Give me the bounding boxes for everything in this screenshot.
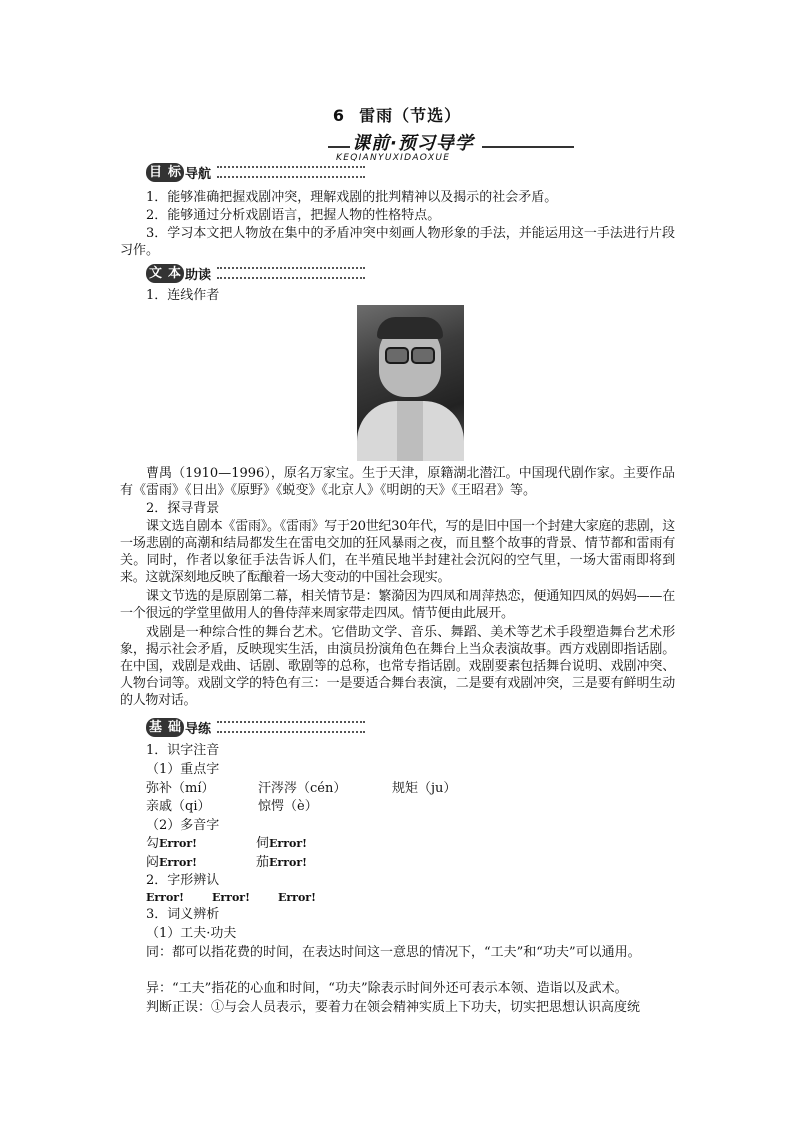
polyphone-item: 勾Error! bbox=[146, 836, 197, 851]
pinyin-item: 弥补（mí） bbox=[146, 781, 215, 796]
lesson-number: 6 bbox=[332, 106, 346, 125]
word-same: 同：都可以指花费的时间，在表达时间这一意思的情况下，“工夫”和“功夫”可以通用。 bbox=[146, 945, 641, 960]
heading-dots bbox=[217, 267, 365, 279]
shape-item: Error! bbox=[278, 891, 316, 904]
goals-heading: 目 标 导航 bbox=[146, 162, 365, 182]
author-paragraph: 曹禺（1910—1996），原名万家宝。生于天津，原籍湖北潜江。中国现代剧作家。主要作品有《雷雨》《日出》《原野》《蜕变》《北京人》《明朗的天》《王昭君》等。 bbox=[120, 466, 675, 498]
section-banner bbox=[328, 129, 574, 154]
subheading: （2）多音字 bbox=[146, 818, 220, 833]
subheading: 1．识字注音 bbox=[146, 743, 220, 758]
polyphone-item: 伺Error! bbox=[256, 836, 307, 851]
reading-heading: 文 本 助读 bbox=[146, 263, 365, 283]
background-paragraph: 课文节选的是原剧第二幕，相关情节是：繁漪因为四凤和周萍热恋，便通知四凤的妈妈——在一个很远的学堂里做用人的鲁侍萍来周家带走四凤。情节便由此展开。 bbox=[120, 589, 675, 621]
heading-dots bbox=[217, 166, 365, 178]
basics-heading: 基 础 导练 bbox=[146, 717, 365, 737]
pinyin-item: 亲戚（qi） bbox=[146, 799, 211, 814]
lesson-title-text: 雷雨（节选） bbox=[359, 106, 462, 125]
shape-item: Error! bbox=[212, 891, 250, 904]
lesson-title bbox=[0, 103, 794, 126]
polyphone-item: 茄Error! bbox=[256, 855, 307, 870]
banner-subtitle: KEQIANYUXIDAOXUE bbox=[336, 153, 451, 163]
polyphone-item: 闷Error! bbox=[146, 855, 197, 870]
subheading: 2．探寻背景 bbox=[146, 501, 220, 516]
goals-badge: 目 标 bbox=[146, 163, 184, 182]
word-diff: 异：“工夫”指花的心血和时间，“功夫”除表示时间外还可表示本领、造诣以及武术。 bbox=[146, 981, 628, 996]
goal-item: 3．学习本文把人物放在集中的矛盾冲突中刻画人物形象的手法，并能运用这一手法进行片段习作。 bbox=[120, 226, 675, 258]
judge-line: 判断正误：①与会人员表示，要着力在领会精神实质上下功夫，切实把思想认识高度统 bbox=[146, 1000, 641, 1015]
goal-item: 2．能够通过分析戏剧语言，把握人物的性格特点。 bbox=[146, 208, 441, 223]
author-photo bbox=[357, 305, 464, 461]
subheading: 3．词义辨析 bbox=[146, 907, 220, 922]
reading-badge: 文 本 bbox=[146, 264, 184, 283]
pinyin-item: 规矩（ju） bbox=[392, 781, 457, 796]
basics-badge: 基 础 bbox=[146, 718, 184, 737]
subheading: 2．字形辨认 bbox=[146, 873, 220, 888]
subheading: （1）重点字 bbox=[146, 762, 220, 777]
background-paragraph: 课文选自剧本《雷雨》。《雷雨》写于20世纪30年代，写的是旧中国一个封建大家庭的悲剧，这一场悲剧的高潮和结局都发生在雷电交加的狂风暴雨之夜，而且整个故事的背景、情节都和雷雨有关。同时，作者以象征手法告诉人们，在半殖民地半封建社会沉闷的空气里，一场大雷雨即将到来。这就深刻地反映了酝酿着一场大变动的中国社会现实。 bbox=[120, 519, 675, 585]
pinyin-item: 惊愕（è） bbox=[258, 799, 318, 814]
heading-dots bbox=[217, 721, 365, 733]
goal-item: 1．能够准确把握戏剧冲突，理解戏剧的批判精神以及揭示的社会矛盾。 bbox=[146, 190, 558, 205]
shape-item: Error! bbox=[146, 891, 184, 904]
background-paragraph: 戏剧是一种综合性的舞台艺术。它借助文学、音乐、舞蹈、美术等艺术手段塑造舞台艺术形象，揭示社会矛盾，反映现实生活，由演员扮演角色在舞台上当众表演故事。西方戏剧即指话剧。在中国，戏剧是戏曲、话剧、歌剧等的总称，也常专指话剧。戏剧要素包括舞台说明、戏剧冲突、人物台词等。戏剧文学的特色有三：一是要适合舞台表演，二是要有戏剧冲突，三是要有鲜明生动的人物对话。 bbox=[120, 625, 675, 708]
banner-label: 课前·预习导学 bbox=[350, 129, 482, 155]
pinyin-item: 汗涔涔（cén） bbox=[258, 781, 347, 796]
subheading: （1）工夫·功夫 bbox=[146, 926, 237, 941]
subheading: 1．连线作者 bbox=[146, 288, 220, 303]
